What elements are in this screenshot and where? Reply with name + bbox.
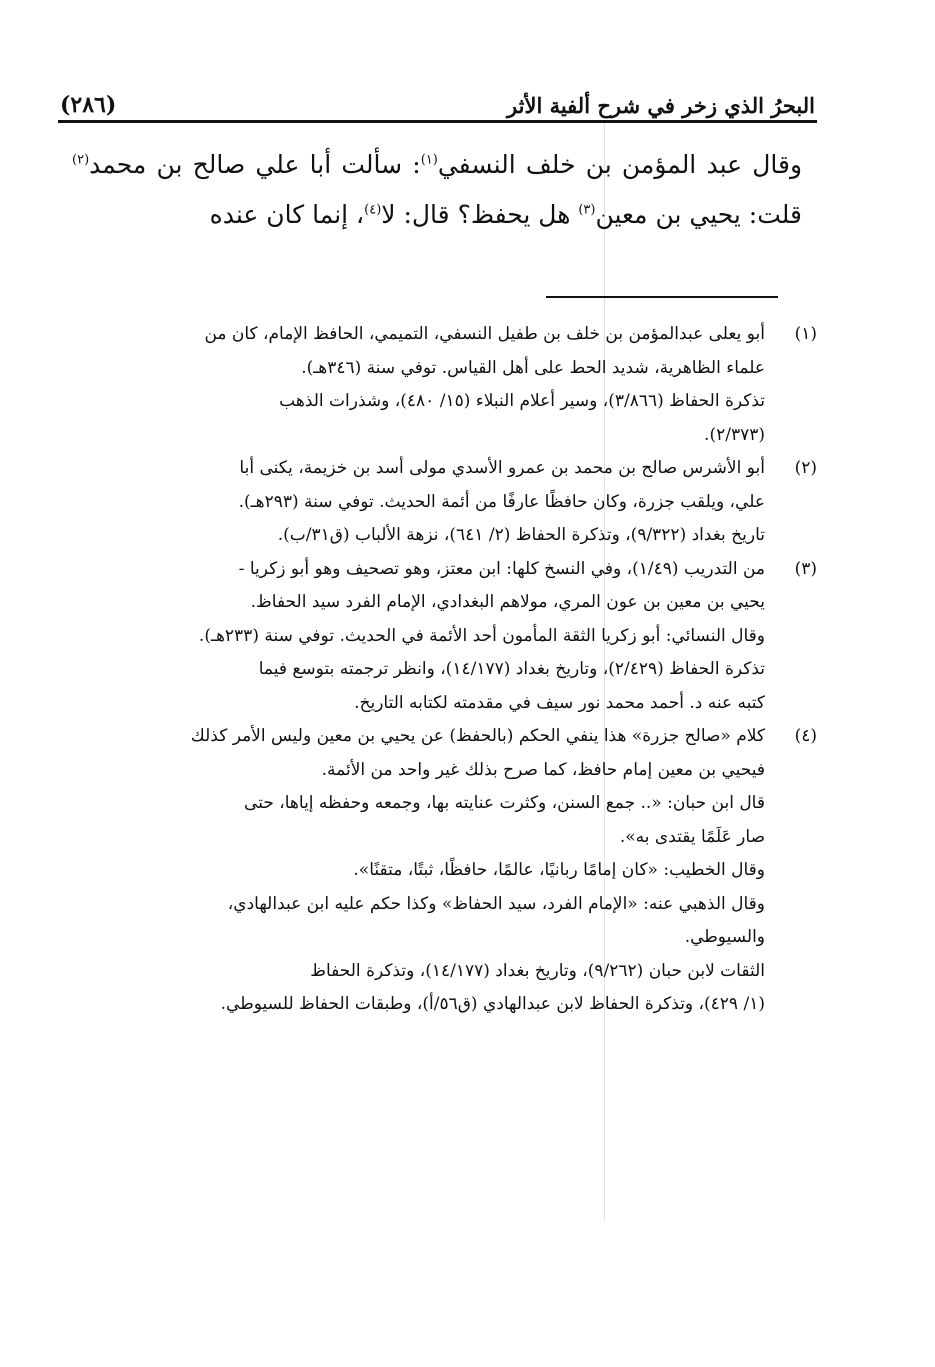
footnote-line: من التدريب (١/٤٩)، وفي النسخ كلها: ابن معتز، وهو تصحيف وهو أبو زكريا - — [238, 558, 765, 579]
header-rule — [58, 120, 817, 123]
footnote-number: (٤) — [794, 726, 817, 746]
footnote-line: كتبه عنه د. أحمد محمد نور سيف في مقدمته لكتابه التاريخ. — [354, 692, 765, 713]
running-title: البحرُ الذي زخر في شرح ألفية الأثر — [507, 93, 815, 118]
footnote-line: فيحيي بن معين إمام حافظ، كما صرح بذلك غير واحد من الأئمة. — [321, 759, 765, 780]
footnote-ref: (٣) — [578, 202, 596, 218]
main-text — [72, 140, 802, 240]
footnote — [72, 720, 817, 1022]
footnote-line: تذكرة الحفاظ (٢/٤٢٩)، وتاريخ بغداد (١٤/١٧٧)، وانظر ترجمته بتوسع فيما — [258, 659, 765, 679]
footnote-line: وقال النسائي: أبو زكريا الثقة المأمون أحد الأئمة في الحديث. توفي سنة (٢٣٣هـ). — [198, 625, 765, 646]
footnote — [72, 452, 817, 553]
footnote-line: وقال الخطيب: «كان إمامًا ربانيًا، عالمًا، حافظًا، ثبتًا، متقنًا». — [353, 860, 765, 880]
footnote-line: صار عَلَمًا يقتدى به». — [619, 826, 765, 847]
footnote-separator — [546, 296, 778, 298]
footnote-line: وقال الذهبي عنه: «الإمام الفرد، سيد الحفاظ» وكذا حكم عليه ابن عبدالهادي، — [227, 893, 765, 914]
main-text-segment: وقال عبد المؤمن بن خلف النسفي — [437, 150, 803, 179]
footnote-line: علماء الظاهرية، شديد الحط على أهل القياس. توفي سنة (٣٤٦هـ). — [301, 357, 765, 378]
footnote-line: أبو يعلى عبدالمؤمن بن خلف بن طفيل النسفي، التميمي، الحافظ الإمام، كان من — [204, 324, 765, 344]
main-text-segment: قلت: يحيي بن معين — [595, 200, 802, 229]
footnote-line: (٢/٣٧٣). — [704, 424, 765, 445]
page-header — [60, 78, 815, 118]
footnote-line: الثقات لابن حبان (٩/٢٦٢)، وتاريخ بغداد (١٤/١٧٧)، وتذكرة الحفاظ — [310, 960, 765, 981]
page-number: (٢٨٦) — [60, 92, 117, 118]
footnote-number: (٣) — [794, 558, 817, 579]
main-text-segment: هل يحفظ؟ قال: لا — [381, 200, 579, 229]
main-text-segment: ، إنما كان عنده — [209, 200, 365, 229]
footnote-number: (٢) — [794, 458, 817, 478]
footnote-ref: (١) — [420, 152, 438, 168]
footnote-line: كلام «صالح جزرة» هذا ينفي الحكم (بالحفظ) عن يحيي بن معين وليس الأمر كذلك — [190, 726, 765, 746]
footnote — [72, 318, 817, 452]
footnote-ref: (٤) — [364, 202, 382, 218]
footnote-line: يحيي بن معين بن عون المري، مولاهم البغدادي، الإمام الفرد سيد الحفاظ. — [250, 592, 765, 612]
main-text-segment: : سألت أبا علي صالح بن — [156, 150, 421, 179]
main-text-segment: محمد — [89, 150, 147, 179]
footnote — [72, 553, 817, 721]
footnote-line: أبو الأشرس صالح بن محمد بن عمرو الأسدي مولى أسد بن خزيمة، يكنى أبا — [239, 458, 765, 478]
footnote-line: قال ابن حبان: «.. جمع السنن، وكثرت عنايته بها، وجمعه وحفظه إياها، حتى — [244, 793, 765, 813]
footnote-line: تاريخ بغداد (٩/٣٢٢)، وتذكرة الحفاظ (٢/ ٦٤١)، نزهة الألباب (ق٣١/ب). — [277, 525, 765, 545]
footnote-number: (١) — [794, 324, 817, 344]
footnote-line: علي، ويلقب جزرة، وكان حافظًا عارفًا من أئمة الحديث. توفي سنة (٢٩٣هـ). — [238, 491, 765, 512]
footnote-line: تذكرة الحفاظ (٣/٨٦٦)، وسير أعلام النبلاء (١٥/ ٤٨٠)، وشذرات الذهب — [279, 391, 765, 411]
footnote-ref: (٢) — [72, 152, 90, 168]
footnote-line: والسيوطي. — [684, 927, 765, 947]
footnote-line: (١/ ٤٢٩)، وتذكرة الحفاظ لابن عبدالهادي (ق٥٦/أ)، وطبقات الحفاظ للسيوطي. — [220, 994, 765, 1014]
footnotes — [72, 318, 817, 1022]
